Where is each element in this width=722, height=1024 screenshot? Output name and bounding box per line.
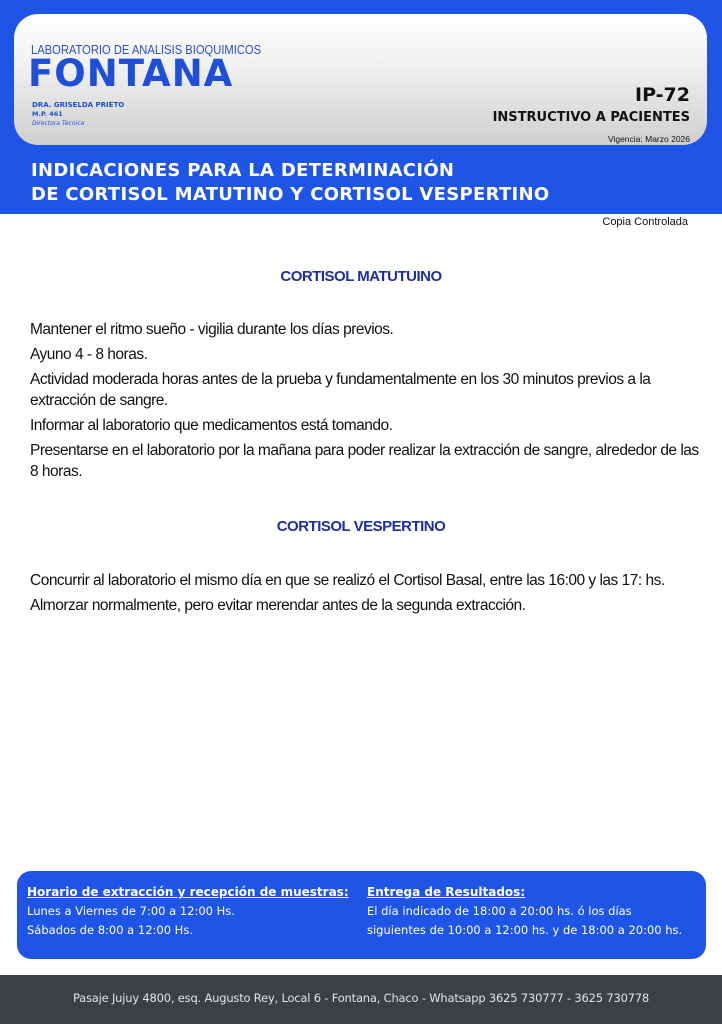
instruction-item: Actividad moderada horas antes de la prueba y fundamentalmente en los 30 minutos previos a la extracción de sangre. (30, 371, 651, 409)
section-heading-morning: CORTISOL MATUTUINO (280, 268, 442, 285)
document-validity: Vigencia: Marzo 2026 (607, 134, 690, 144)
extraction-hours-saturdays: Sábados de 8:00 a 12:00 Hs. (27, 923, 193, 937)
instruction-item: Concurrir al laboratorio el mismo día en que se realizó el Cortisol Basal, entre las 16:00 y las 17: hs. (30, 572, 665, 589)
hours-info-box (17, 871, 706, 959)
evening-instructions (30, 570, 700, 620)
results-delivery-line-1: El día indicado de 18:00 a 20:00 hs. ó los días (367, 904, 632, 918)
results-delivery-line-2: siguientes de 10:00 a 12:00 hs. y de 18:00 a 20:00 hs. (367, 923, 683, 937)
footer-address: Pasaje Jujuy 4800, esq. Augusto Rey, Local 6 - Fontana, Chaco - Whatsapp 3625 730777 - 3625 730778 (72, 991, 650, 1005)
extraction-hours-heading: Horario de extracción y recepción de muestras: (27, 885, 349, 899)
director-role: Directora Técnica (32, 120, 85, 127)
document-type: INSTRUCTIVO A PACIENTES (492, 110, 690, 125)
director-name: DRA. GRISELDA PRIETO (32, 101, 125, 109)
controlled-copy-note: Copia Controlada (602, 216, 688, 228)
title-line-1: INDICACIONES PARA LA DETERMINACIÓN (31, 160, 455, 181)
instruction-item: Mantener el ritmo sueño - vigilia durante los días previos. (30, 321, 394, 338)
instruction-item: Almorzar normalmente, pero evitar merendar antes de la segunda extracción. (30, 597, 526, 614)
extraction-hours (27, 883, 349, 940)
director-license: M.P. 461 (32, 110, 63, 118)
director-info (32, 101, 124, 128)
document-code: IP-72 (635, 84, 690, 106)
page-title (31, 159, 550, 207)
lab-name: LABORATORIO DE ANALISIS BIOQUIMICOS (31, 42, 262, 57)
brand-logo-text: FONTANA (28, 52, 234, 95)
instruction-item: Informar al laboratorio que medicamentos está tomando. (30, 417, 393, 434)
morning-instructions (30, 319, 700, 486)
instruction-item: Presentarse en el laboratorio por la mañana para poder realizar la extracción de sangre, alrededor de las 8 horas. (30, 442, 699, 480)
results-delivery (367, 883, 682, 940)
extraction-hours-weekdays: Lunes a Viernes de 7:00 a 12:00 Hs. (27, 904, 235, 918)
results-delivery-heading: Entrega de Resultados: (367, 885, 526, 899)
instruction-item: Ayuno 4 - 8 horas. (30, 346, 148, 363)
footer-bar (0, 975, 722, 1024)
title-line-2: DE CORTISOL MATUTINO Y CORTISOL VESPERTINO (31, 184, 550, 205)
section-heading-evening: CORTISOL VESPERTINO (276, 518, 446, 535)
